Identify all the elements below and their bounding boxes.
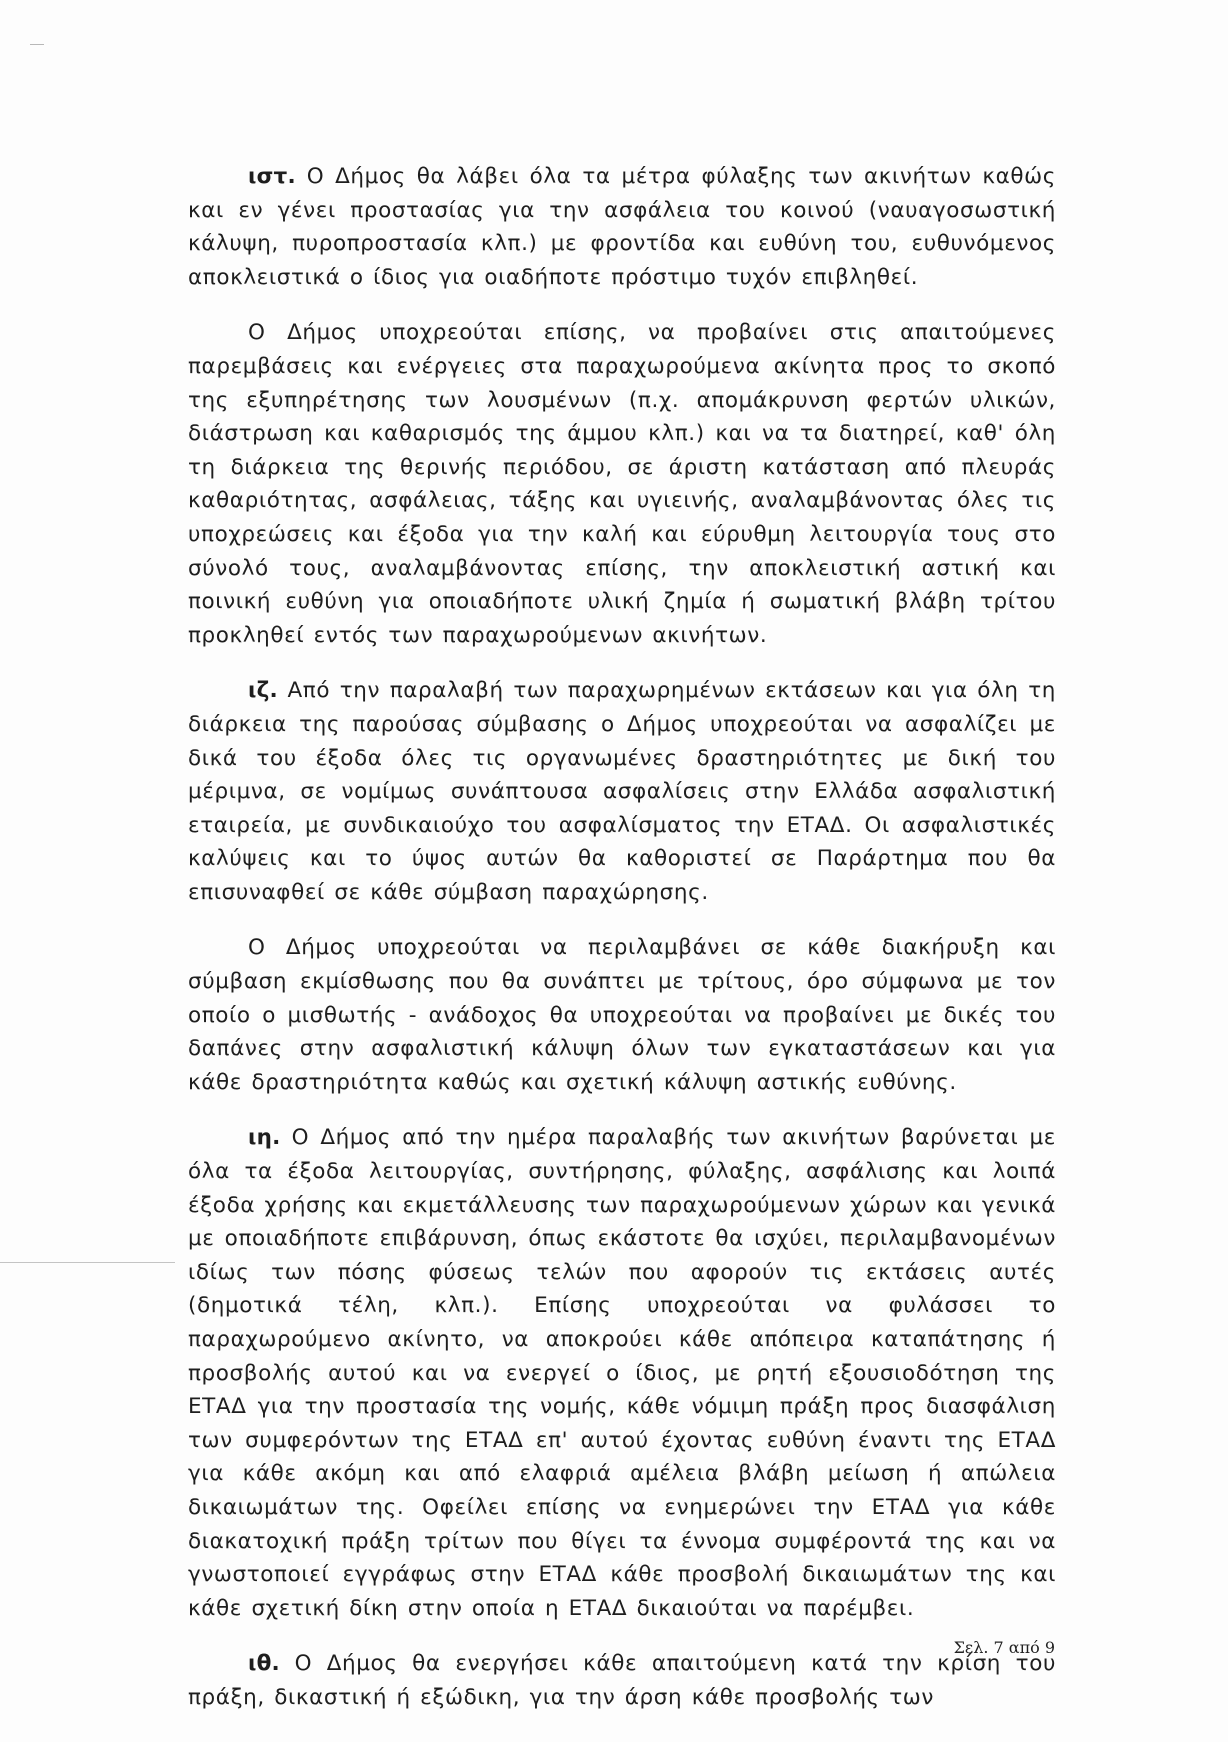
scan-mark <box>30 44 44 45</box>
clause-marker: ιη. <box>248 1125 281 1151</box>
paragraph-text: Ο Δήμος υποχρεούται να περιλαμβάνει σε κάθε διακήρυξη και σύμβαση εκμίσθωσης που θα συνάπτει με τρίτους, όρο σύμφωνα με τον οποίο ο μισθωτής - ανάδοχος θα υποχρεούται να προβαίνει με δικές του δαπάνες στην ασφαλιστική κάλυψη όλων των εγκαταστάσεων και για κάθε δραστηριότητα καθώς και σχετική κάλυψη αστικής ευθύνης. <box>188 935 1056 1095</box>
clause-marker: ιστ. <box>248 164 296 189</box>
paragraph-text: Ο Δήμος υποχρεούται επίσης, να προβαίνει στις απαιτούμενες παρεμβάσεις και ενέργειες στα παραχωρούμενα ακίνητα προς το σκοπό της εξυπηρέτησης των λουσμένων (π.χ. απομάκρυνση φερτών υλικών, διάστρωση και καθαρισμός της άμμου κλπ.) και να τα διατηρεί, καθ' όλη τη διάρκεια της θερινής περιόδου, σε άριστη κατάσταση από πλευράς καθαριότητας, ασφάλειας, τάξης και υγιεινής, αναλαμβάνοντας όλες τις υποχρεώσεις και έξοδα για την καλή και εύρυθμη λειτουργία τους στο σύνολό τους, αναλαμβάνοντας επίσης, την αποκλειστική αστική και ποινική ευθύνη για οποιαδήποτε υλική ζημία ή σωματική βλάβη τρίτου προκληθεί εντός των παραχωρούμενων ακινήτων. <box>188 320 1056 648</box>
clause-marker: ιθ. <box>248 1651 280 1677</box>
paragraph-iz-continued <box>188 931 1056 1099</box>
paragraph-ist-continued <box>188 316 1056 652</box>
paragraph-text: Ο Δήμος θα ενεργήσει κάθε απαιτούμενη κατά την κρίση του πράξη, δικαστική ή εξώδικη, για την άρση κάθε προσβολής των <box>188 1651 1057 1710</box>
clause-marker: ιζ. <box>248 678 278 704</box>
scan-mark <box>0 1262 175 1263</box>
page-number: Σελ. 7 από 9 <box>953 1638 1055 1657</box>
paragraph-iz <box>188 674 1056 909</box>
paragraph-text: Ο Δήμος από την ημέρα παραλαβής των ακινήτων βαρύνεται με όλα τα έξοδα λειτουργίας, συντήρησης, φύλαξης, ασφάλισης και λοιπά έξοδα χρήσης και εκμετάλλευσης των παραχωρούμενων χώρων και γενικά με οποιαδήποτε επιβάρυνση, όπως εκάστοτε θα ισχύει, περιλαμβανομένων ιδίως των πόσης φύσεως τελών που αφορούν τις εκτάσεις αυτές (δημοτικά τέλη, κλπ.). Επίσης υποχρεούται να φυλάσσει το παραχωρούμενο ακίνητο, να αποκρούει κάθε απόπειρα καταπάτησης ή προσβολής αυτού και να ενεργεί ο ίδιος, με ρητή εξουσιοδότηση της ΕΤΑΔ για την προστασία της νομής, κάθε νόμιμη πράξη προς διασφάλιση των συμφερόντων της ΕΤΑΔ επ' αυτού έχοντας ευθύνη έναντι της ΕΤΑΔ για κάθε ακόμη και από ελαφριά αμέλεια βλάβη μείωση ή απώλεια δικαιωμάτων της. Οφείλει επίσης να ενημερώνει την ΕΤΑΔ για κάθε διακατοχική πράξη τρίτων που θίγει τα έννομα συμφέροντά της και να γνωστοποιεί εγγράφως στην ΕΤΑΔ κάθε προσβολή δικαιωμάτων της και κάθε σχετική δίκη στην οποία η ΕΤΑΔ δικαιούται να παρέμβει. <box>188 1125 1056 1621</box>
paragraph-ist <box>188 160 1056 294</box>
paragraph-text: Ο Δήμος θα λάβει όλα τα μέτρα φύλαξης των ακινήτων καθώς και εν γένει προστασίας για την ασφάλεια του κοινού (ναυαγοσωστική κάλυψη, πυροπροστασία κλπ.) με φροντίδα και ευθύνη του, ευθυνόμενος αποκλειστικά ο ίδιος για οιαδήποτε πρόστιμο τυχόν επιβληθεί. <box>188 164 1056 290</box>
document-body <box>188 160 1056 1715</box>
paragraph-text: Από την παραλαβή των παραχωρημένων εκτάσεων και για όλη τη διάρκεια της παρούσας σύμβασης ο Δήμος υποχρεούται να ασφαλίζει με δικά του έξοδα όλες τις οργανωμένες δραστηριότητες με δική του μέριμνα, σε νομίμως συνάπτουσα ασφαλίσεις στην Ελλάδα ασφαλιστική εταιρεία, με συνδικαιούχο του ασφαλίσματος την ΕΤΑΔ. Οι ασφαλιστικές καλύψεις και το ύψος αυτών θα καθοριστεί σε Παράρτημα που θα επισυναφθεί σε κάθε σύμβαση παραχώρησης. <box>188 678 1056 905</box>
paragraph-ith <box>188 1647 1056 1714</box>
paragraph-ih <box>188 1121 1056 1625</box>
